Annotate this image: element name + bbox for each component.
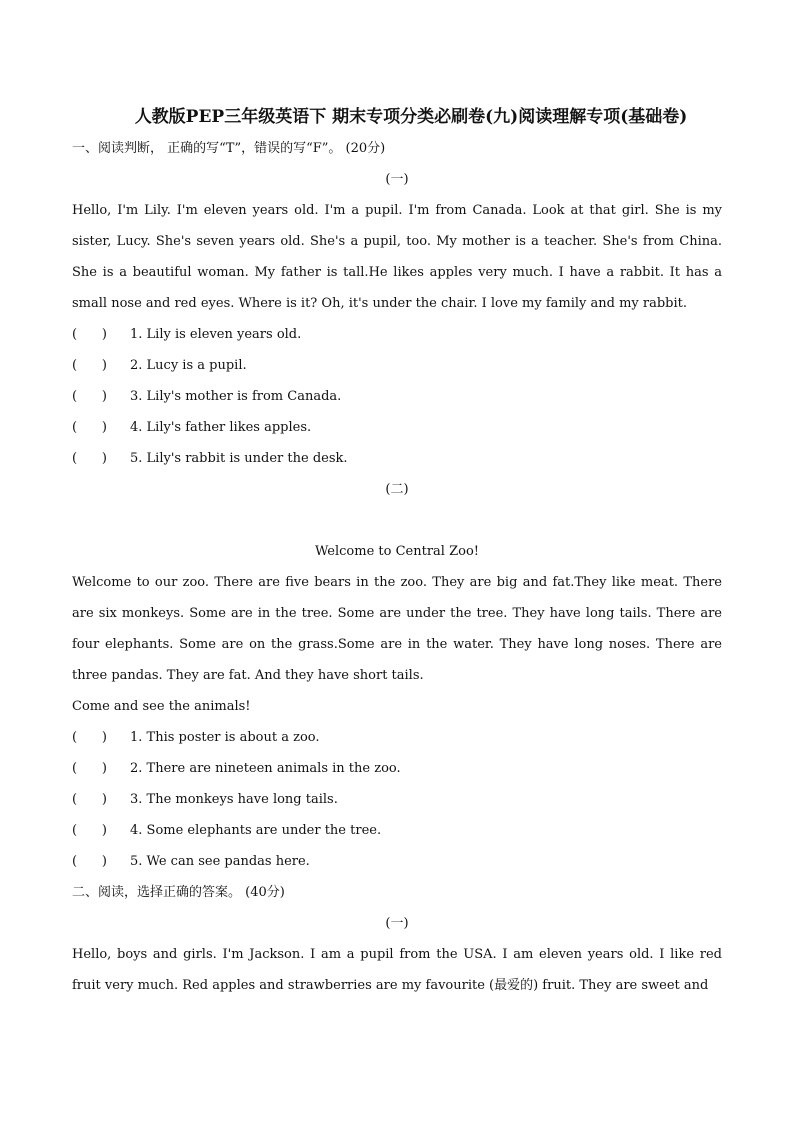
answer-blank[interactable]: ( ) xyxy=(72,730,107,745)
question xyxy=(72,443,722,474)
worksheet-page xyxy=(72,102,722,1001)
question-text: 5. We can see pandas here. xyxy=(130,854,310,869)
section2-passage1-text: Hello, boys and girls. I'm Jackson. I am a pupil from the USA. I am eleven years old. I like red fruit very much. Red apples and strawberries are my favourite (最爱的) fruit. They are sweet and xyxy=(72,947,722,993)
question xyxy=(72,815,722,846)
section2-passage1-label: (一) xyxy=(385,916,409,931)
question-text: 2. Lucy is a pupil. xyxy=(130,358,247,373)
answer-blank[interactable]: ( ) xyxy=(72,854,107,869)
question-text: 3. The monkeys have long tails. xyxy=(130,792,338,807)
answer-blank[interactable]: ( ) xyxy=(72,792,107,807)
passage2-label: (二) xyxy=(385,482,409,497)
answer-blank[interactable]: ( ) xyxy=(72,451,107,466)
question-text: 3. Lily's mother is from Canada. xyxy=(130,389,342,404)
question xyxy=(72,319,722,350)
question xyxy=(72,350,722,381)
question xyxy=(72,381,722,412)
answer-blank[interactable]: ( ) xyxy=(72,327,107,342)
answer-blank[interactable]: ( ) xyxy=(72,358,107,373)
answer-blank[interactable]: ( ) xyxy=(72,761,107,776)
passage2-text: Welcome to our zoo. There are five bears in the zoo. They are big and fat.They like meat. There are six monkeys. Some are in the tree. Some are under the tree. They have long tails. There are four elephants. Some are on the grass.Some are in the water. They have long noses. There are three pandas. They are fat. And they have short tails. xyxy=(72,575,722,683)
answer-blank[interactable]: ( ) xyxy=(72,389,107,404)
poster-title: Welcome to Central Zoo! xyxy=(315,544,479,559)
section1-heading: 一、阅读判断， 正确的写“T”，错误的写“F”。 (20分) xyxy=(72,141,386,156)
question-text: 4. Lily's father likes apples. xyxy=(130,420,312,435)
question-text: 4. Some elephants are under the tree. xyxy=(130,823,382,838)
question-text: 1. This poster is about a zoo. xyxy=(130,730,320,745)
answer-blank[interactable]: ( ) xyxy=(72,823,107,838)
question xyxy=(72,846,722,877)
worksheet-title: 人教版PEP三年级英语下 期末专项分类必刷卷(九)阅读理解专项(基础卷) xyxy=(134,107,688,127)
question-text: 1. Lily is eleven years old. xyxy=(130,327,302,342)
passage1-text: Hello, I'm Lily. I'm eleven years old. I'm a pupil. I'm from Canada. Look at that girl. She is my sister, Lucy. She's seven years old. She's a pupil, too. My mother is a teacher. She's from China. She is a beautiful woman. My father is tall.He likes apples very much. I have a rabbit. It has a small nose and red eyes. Where is it? Oh, it's under the chair. I love my family and my rabbit. xyxy=(72,203,722,311)
passage2-closing: Come and see the animals! xyxy=(72,699,251,714)
section2-heading: 二、阅读，选择正确的答案。 (40分) xyxy=(72,885,285,900)
spacer xyxy=(72,505,722,536)
answer-blank[interactable]: ( ) xyxy=(72,420,107,435)
question-text: 2. There are nineteen animals in the zoo. xyxy=(130,761,401,776)
passage1-label: (一) xyxy=(385,172,409,187)
question xyxy=(72,412,722,443)
question-text: 5. Lily's rabbit is under the desk. xyxy=(130,451,348,466)
question xyxy=(72,753,722,784)
question xyxy=(72,722,722,753)
question xyxy=(72,784,722,815)
